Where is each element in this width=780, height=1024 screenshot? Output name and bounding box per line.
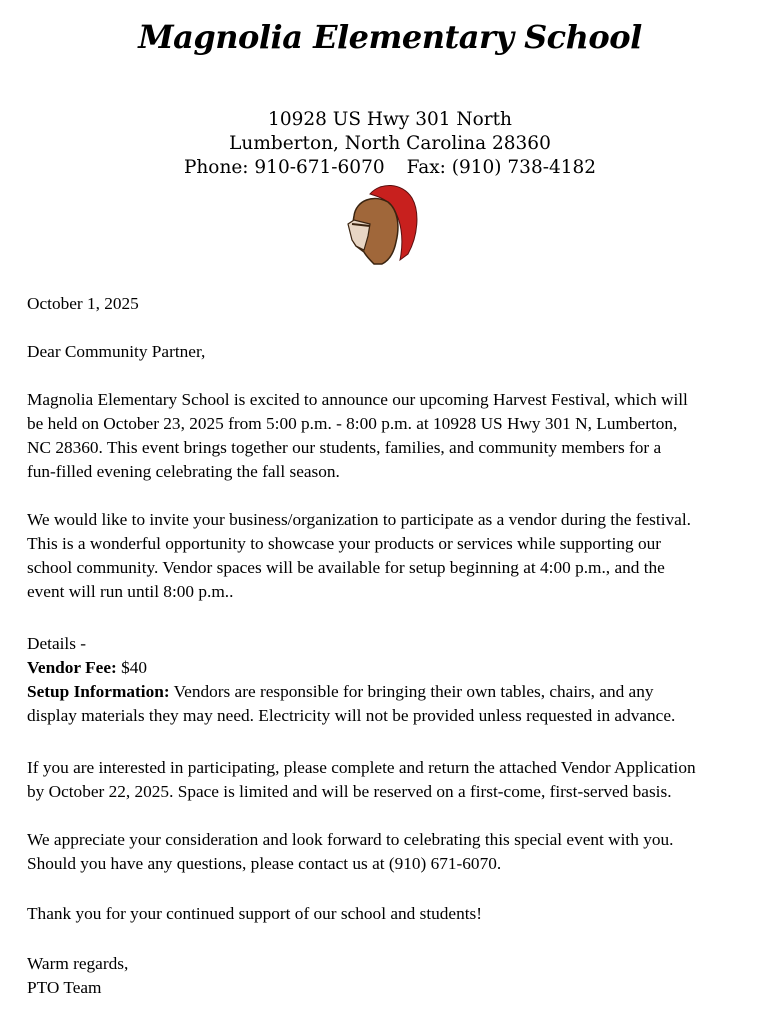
details-heading: Details - [27,634,87,653]
address-line-1: 10928 US Hwy 301 North [268,109,512,130]
vendor-fee-value: $40 [116,658,148,677]
fax-number: Fax: (910) 738-4182 [406,157,597,178]
text-line: Should you have any questions, please contact us at (910) 671-6070. [27,854,502,873]
text-line: display materials they may need. Electricity will not be provided unless requested in advance. [27,706,676,725]
salutation: Dear Community Partner, [27,342,206,361]
text-line: We appreciate your consideration and look forward to celebrating this special event with you. [27,830,674,849]
paragraph-contact [27,828,767,876]
thank-you-line: Thank you for your continued support of our school and students! [27,904,482,923]
text-line: fun-filled evening celebrating the fall season. [27,462,340,481]
school-name-heading: Magnolia Elementary School [138,18,642,56]
text-line: event will run until 8:00 p.m.. [27,582,234,601]
spartan-mascot-logo [340,180,420,266]
details-section [27,632,767,728]
text-line: We would like to invite your business/organization to participate as a vendor during the festival. [27,510,691,529]
signature: PTO Team [27,978,102,997]
text-line: by October 22, 2025. Space is limited and will be reserved on a first-come, first-served basis. [27,782,672,801]
paragraph-invitation [27,508,767,604]
phone-number: Phone: 910-671-6070 [183,157,385,178]
text-line: be held on October 23, 2025 from 5:00 p.m. - 8:00 p.m. at 10928 US Hwy 301 N, Lumberton, [27,414,678,433]
school-address-block [0,108,780,180]
paragraph-application [27,756,767,804]
address-line-2: Lumberton, North Carolina 28360 [229,133,551,154]
setup-information [27,680,767,704]
closing: Warm regards, [27,954,129,973]
setup-label: Setup Information: [27,682,170,701]
letter-date: October 1, 2025 [27,294,139,313]
paragraph-announcement [27,388,767,484]
text-line: Magnolia Elementary School is excited to announce our upcoming Harvest Festival, which will [27,390,688,409]
text-line: If you are interested in participating, please complete and return the attached Vendor Application [27,758,696,777]
contact-line [0,156,780,180]
setup-text: Vendors are responsible for bringing their own tables, chairs, and any [169,682,654,701]
vendor-fee [27,656,767,680]
text-line: school community. Vendor spaces will be available for setup beginning at 4:00 p.m., and the [27,558,665,577]
text-line: NC 28360. This event brings together our students, families, and community members for a [27,438,662,457]
vendor-fee-label: Vendor Fee: [27,658,117,677]
letter-body [27,292,767,1000]
text-line: This is a wonderful opportunity to showcase your products or services while supporting our [27,534,662,553]
